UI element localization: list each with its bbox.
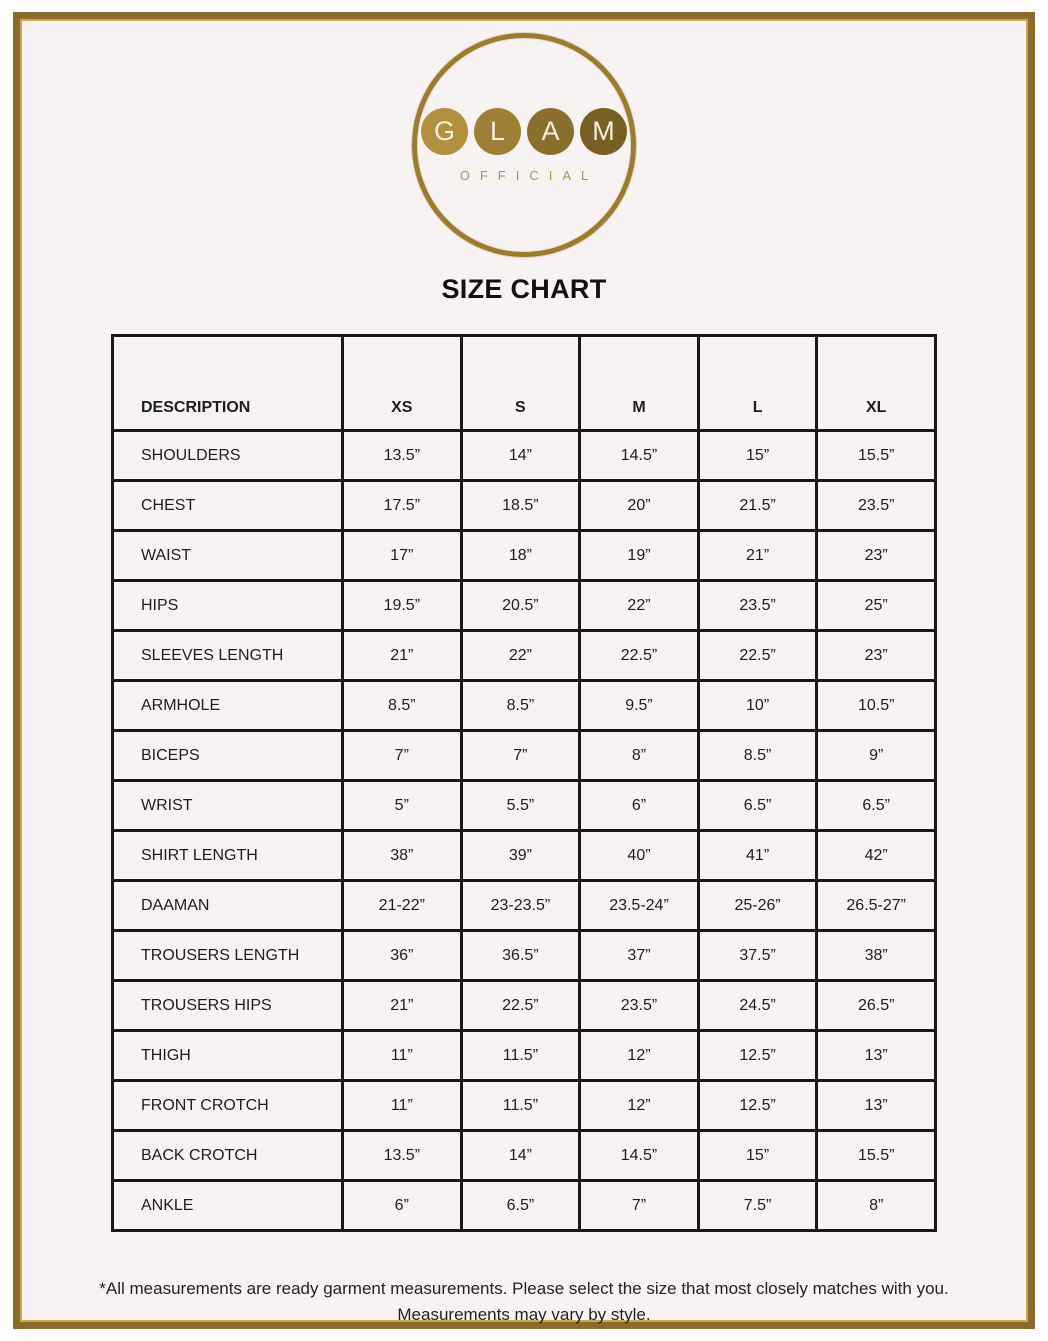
row-label: FRONT CROTCH: [113, 1081, 343, 1131]
measurement-value: 18”: [461, 531, 580, 581]
measurement-value: 25”: [817, 581, 936, 631]
row-label: SHIRT LENGTH: [113, 831, 343, 881]
measurement-value: 12”: [580, 1031, 699, 1081]
measurement-value: 15.5”: [817, 431, 936, 481]
table-row: [113, 581, 936, 631]
measurement-value: 22.5”: [461, 981, 580, 1031]
column-header-description: DESCRIPTION: [113, 336, 343, 431]
measurement-value: 11”: [343, 1031, 462, 1081]
measurement-value: 20.5”: [461, 581, 580, 631]
measurement-value: 21”: [343, 631, 462, 681]
table-row: [113, 831, 936, 881]
measurement-value: 5.5”: [461, 781, 580, 831]
row-label: ANKLE: [113, 1181, 343, 1231]
measurement-value: 10”: [698, 681, 817, 731]
measurement-value: 21”: [698, 531, 817, 581]
measurement-value: 17.5”: [343, 481, 462, 531]
footer-line-1: *All measurements are ready garment measurements. Please select the size that most closely matches with you.: [99, 1279, 949, 1298]
logo-letter-circle-a: A: [527, 108, 574, 155]
table-row: [113, 731, 936, 781]
size-chart-table: [111, 334, 937, 1232]
measurement-value: 8”: [580, 731, 699, 781]
measurement-value: 23.5”: [580, 981, 699, 1031]
table-header-row: [113, 336, 936, 431]
table-row: [113, 1031, 936, 1081]
measurement-value: 12”: [580, 1081, 699, 1131]
measurement-value: 14”: [461, 1131, 580, 1181]
measurement-value: 9”: [817, 731, 936, 781]
measurement-value: 20”: [580, 481, 699, 531]
measurement-value: 23”: [817, 631, 936, 681]
page-title: SIZE CHART: [441, 274, 607, 304]
column-header-xs: XS: [343, 336, 462, 431]
measurement-value: 13”: [817, 1031, 936, 1081]
measurement-value: 40”: [580, 831, 699, 881]
measurement-value: 6.5”: [461, 1181, 580, 1231]
measurement-value: 26.5”: [817, 981, 936, 1031]
logo-ring: [412, 33, 636, 257]
measurement-value: 8.5”: [343, 681, 462, 731]
measurement-value: 22”: [461, 631, 580, 681]
measurement-value: 22.5”: [580, 631, 699, 681]
measurement-value: 15”: [698, 431, 817, 481]
table-row: [113, 931, 936, 981]
measurement-value: 42”: [817, 831, 936, 881]
row-label: BACK CROTCH: [113, 1131, 343, 1181]
measurement-value: 21-22”: [343, 881, 462, 931]
row-label: TROUSERS LENGTH: [113, 931, 343, 981]
table-row: [113, 1181, 936, 1231]
measurement-value: 25-26”: [698, 881, 817, 931]
measurement-value: 14”: [461, 431, 580, 481]
logo-letter-circle-l: L: [474, 108, 521, 155]
measurement-value: 21”: [343, 981, 462, 1031]
table-row: [113, 431, 936, 481]
row-label: BICEPS: [113, 731, 343, 781]
row-label: THIGH: [113, 1031, 343, 1081]
table-row: [113, 681, 936, 731]
measurement-value: 15”: [698, 1131, 817, 1181]
measurement-value: 6”: [580, 781, 699, 831]
row-label: SHOULDERS: [113, 431, 343, 481]
table-row: [113, 981, 936, 1031]
table-row: [113, 881, 936, 931]
measurement-value: 12.5”: [698, 1031, 817, 1081]
logo-letter-circle-g: G: [421, 108, 468, 155]
measurement-value: 6”: [343, 1181, 462, 1231]
row-label: SLEEVES LENGTH: [113, 631, 343, 681]
row-label: DAAMAN: [113, 881, 343, 931]
row-label: WAIST: [113, 531, 343, 581]
row-label: TROUSERS HIPS: [113, 981, 343, 1031]
measurement-value: 5”: [343, 781, 462, 831]
measurement-value: 12.5”: [698, 1081, 817, 1131]
footer-note: [20, 1276, 1028, 1329]
measurement-value: 36.5”: [461, 931, 580, 981]
row-label: ARMHOLE: [113, 681, 343, 731]
table-row: [113, 1131, 936, 1181]
measurement-value: 11.5”: [461, 1081, 580, 1131]
column-header-l: L: [698, 336, 817, 431]
logo-subtitle: OFFICIAL: [459, 167, 599, 183]
measurement-value: 37.5”: [698, 931, 817, 981]
table-row: [113, 631, 936, 681]
measurement-value: 37”: [580, 931, 699, 981]
measurement-value: 19”: [580, 531, 699, 581]
measurement-value: 24.5”: [698, 981, 817, 1031]
measurement-value: 19.5”: [343, 581, 462, 631]
measurement-value: 11.5”: [461, 1031, 580, 1081]
measurement-value: 23”: [817, 531, 936, 581]
measurement-value: 14.5”: [580, 1131, 699, 1181]
measurement-value: 18.5”: [461, 481, 580, 531]
measurement-value: 6.5”: [698, 781, 817, 831]
measurement-value: 7.5”: [698, 1181, 817, 1231]
measurement-value: 7”: [461, 731, 580, 781]
logo-letter-circle-m: M: [580, 108, 627, 155]
footer-line-2: Measurements may vary by style.: [397, 1305, 651, 1325]
measurement-value: 23-23.5”: [461, 881, 580, 931]
row-label: CHEST: [113, 481, 343, 531]
measurement-value: 39”: [461, 831, 580, 881]
measurement-value: 7”: [580, 1181, 699, 1231]
measurement-value: 7”: [343, 731, 462, 781]
measurement-value: 17”: [343, 531, 462, 581]
logo-letters: [421, 108, 627, 155]
measurement-value: 22”: [580, 581, 699, 631]
measurement-value: 13”: [817, 1081, 936, 1131]
measurement-value: 38”: [343, 831, 462, 881]
measurement-value: 6.5”: [817, 781, 936, 831]
measurement-value: 14.5”: [580, 431, 699, 481]
measurement-value: 8”: [817, 1181, 936, 1231]
measurement-value: 9.5”: [580, 681, 699, 731]
measurement-value: 22.5”: [698, 631, 817, 681]
measurement-value: 36”: [343, 931, 462, 981]
gold-frame: [13, 12, 1035, 1329]
measurement-value: 11”: [343, 1081, 462, 1131]
table-row: [113, 531, 936, 581]
measurement-value: 10.5”: [817, 681, 936, 731]
column-header-xl: XL: [817, 336, 936, 431]
measurement-value: 21.5”: [698, 481, 817, 531]
measurement-value: 23.5”: [817, 481, 936, 531]
measurement-value: 26.5-27”: [817, 881, 936, 931]
column-header-s: S: [461, 336, 580, 431]
brand-logo: [20, 33, 1028, 257]
measurement-value: 23.5”: [698, 581, 817, 631]
table-row: [113, 481, 936, 531]
column-header-m: M: [580, 336, 699, 431]
measurement-value: 13.5”: [343, 431, 462, 481]
table-row: [113, 781, 936, 831]
measurement-value: 15.5”: [817, 1131, 936, 1181]
row-label: HIPS: [113, 581, 343, 631]
row-label: WRIST: [113, 781, 343, 831]
measurement-value: 23.5-24”: [580, 881, 699, 931]
measurement-value: 13.5”: [343, 1131, 462, 1181]
measurement-value: 38”: [817, 931, 936, 981]
measurement-value: 8.5”: [461, 681, 580, 731]
table-row: [113, 1081, 936, 1131]
measurement-value: 41”: [698, 831, 817, 881]
measurement-value: 8.5”: [698, 731, 817, 781]
